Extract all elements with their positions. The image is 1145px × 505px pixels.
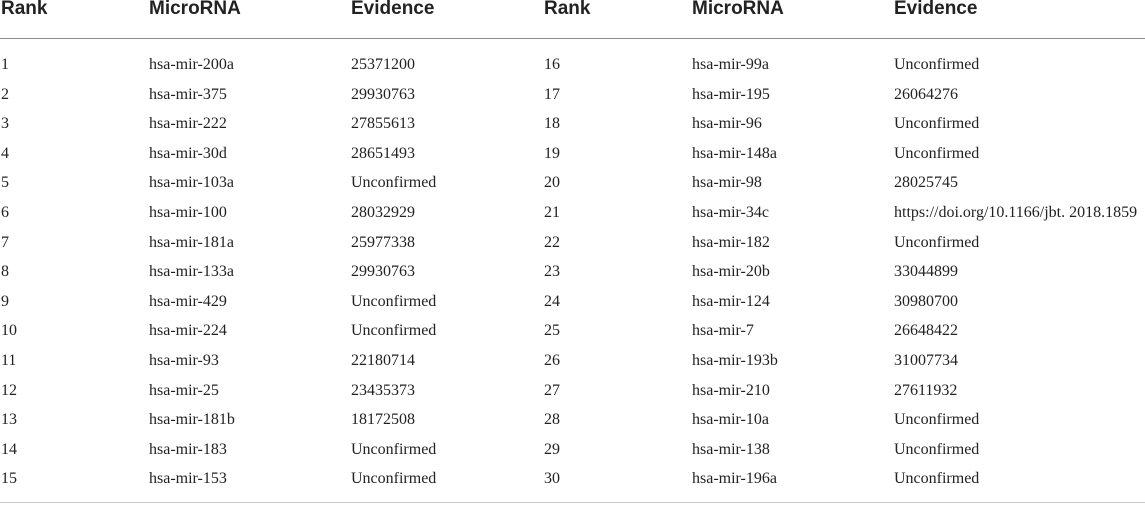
evidence-cell: Unconfirmed	[894, 411, 980, 429]
evidence-cell: 28032929	[351, 203, 415, 221]
microrna-cell: hsa-mir-148a	[692, 144, 777, 162]
evidence-cell: Unconfirmed	[894, 144, 980, 162]
evidence-cell: Unconfirmed	[351, 470, 437, 488]
table-row	[0, 80, 1145, 110]
rank-cell: 18	[544, 115, 560, 133]
rank-cell: 19	[544, 144, 560, 162]
microrna-cell: hsa-mir-181a	[149, 233, 234, 251]
microrna-cell: hsa-mir-30d	[149, 144, 227, 162]
evidence-cell: 29930763	[351, 85, 415, 103]
microrna-cell: hsa-mir-138	[692, 440, 770, 458]
table-row	[0, 198, 1145, 228]
table-row	[0, 316, 1145, 346]
table-row	[0, 464, 1145, 494]
rank-cell: 29	[544, 440, 560, 458]
table-row	[0, 228, 1145, 258]
rank-cell: 5	[1, 174, 9, 192]
table-row	[0, 435, 1145, 465]
microrna-cell: hsa-mir-93	[149, 351, 219, 369]
rank-cell: 28	[544, 411, 560, 429]
header-microrna-right: MicroRNA	[692, 0, 784, 19]
evidence-cell: Unconfirmed	[351, 292, 437, 310]
microrna-cell: hsa-mir-103a	[149, 174, 234, 192]
rank-cell: 24	[544, 292, 560, 310]
microrna-cell: hsa-mir-124	[692, 292, 770, 310]
table-row	[0, 405, 1145, 435]
table-body	[0, 50, 1145, 494]
evidence-cell: 25371200	[351, 56, 415, 73]
rank-cell: 4	[1, 144, 9, 162]
evidence-cell: Unconfirmed	[894, 470, 980, 488]
evidence-cell: 28651493	[351, 144, 415, 162]
table-row	[0, 139, 1145, 169]
microrna-cell: hsa-mir-224	[149, 322, 227, 340]
rank-cell: 1	[1, 56, 9, 73]
microrna-cell: hsa-mir-181b	[149, 411, 235, 429]
rank-cell: 16	[544, 56, 560, 73]
header-evidence-right: Evidence	[894, 0, 978, 19]
header-microrna-left: MicroRNA	[149, 0, 241, 19]
microrna-cell: hsa-mir-100	[149, 203, 227, 221]
rank-cell: 20	[544, 174, 560, 192]
evidence-cell: https://doi.org/10.1166/jbt. 2018.1859	[894, 203, 1138, 221]
microrna-cell: hsa-mir-210	[692, 381, 770, 399]
header-evidence-left: Evidence	[351, 0, 435, 19]
microrna-cell: hsa-mir-99a	[692, 56, 769, 73]
evidence-cell: Unconfirmed	[894, 233, 980, 251]
rank-cell: 11	[1, 351, 17, 369]
rank-cell: 10	[1, 322, 17, 340]
evidence-cell: 26064276	[894, 85, 958, 103]
rank-cell: 14	[1, 440, 17, 458]
table-row	[0, 50, 1145, 80]
evidence-cell: 29930763	[351, 263, 415, 281]
rank-cell: 2	[1, 85, 9, 103]
rank-cell: 27	[544, 381, 560, 399]
evidence-cell: 18172508	[351, 411, 415, 429]
table-row	[0, 257, 1145, 287]
microrna-cell: hsa-mir-200a	[149, 56, 234, 73]
evidence-cell: 26648422	[894, 322, 958, 340]
microrna-cell: hsa-mir-195	[692, 85, 770, 103]
evidence-cell: Unconfirmed	[351, 440, 437, 458]
microrna-cell: hsa-mir-98	[692, 174, 762, 192]
evidence-cell: Unconfirmed	[894, 56, 980, 73]
table-row	[0, 376, 1145, 406]
table-row	[0, 287, 1145, 317]
evidence-cell: Unconfirmed	[894, 115, 980, 133]
evidence-cell: 25977338	[351, 233, 415, 251]
table-row	[0, 346, 1145, 376]
rank-cell: 26	[544, 351, 560, 369]
rank-cell: 12	[1, 381, 17, 399]
rank-cell: 13	[1, 411, 17, 429]
rank-cell: 17	[544, 85, 560, 103]
table-bottom-rule	[0, 502, 1145, 503]
rank-cell: 7	[1, 233, 9, 251]
evidence-cell: 22180714	[351, 351, 415, 369]
rank-cell: 21	[544, 203, 560, 221]
microrna-cell: hsa-mir-222	[149, 115, 227, 133]
evidence-cell: 33044899	[894, 263, 958, 281]
table-header	[0, 0, 1145, 39]
microrna-cell: hsa-mir-193b	[692, 351, 778, 369]
table-row	[0, 168, 1145, 198]
rank-cell: 9	[1, 292, 9, 310]
rank-cell: 25	[544, 322, 560, 340]
rank-cell: 6	[1, 203, 9, 221]
evidence-cell: 31007734	[894, 351, 958, 369]
evidence-cell: Unconfirmed	[351, 322, 437, 340]
rank-cell: 15	[1, 470, 17, 488]
microrna-cell: hsa-mir-182	[692, 233, 770, 251]
evidence-cell: 27611932	[894, 381, 958, 399]
microrna-cell: hsa-mir-7	[692, 322, 754, 340]
table-row	[0, 109, 1145, 139]
microrna-cell: hsa-mir-96	[692, 115, 762, 133]
evidence-cell: 28025745	[894, 174, 958, 192]
microrna-cell: hsa-mir-183	[149, 440, 227, 458]
rank-cell: 30	[544, 470, 560, 488]
microrna-cell: hsa-mir-20b	[692, 263, 770, 281]
microrna-cell: hsa-mir-25	[149, 381, 219, 399]
microrna-cell: hsa-mir-196a	[692, 470, 777, 488]
microrna-cell: hsa-mir-153	[149, 470, 227, 488]
rank-cell: 23	[544, 263, 560, 281]
evidence-cell: 27855613	[351, 115, 415, 133]
evidence-cell: 23435373	[351, 381, 415, 399]
rank-cell: 8	[1, 263, 9, 281]
microrna-cell: hsa-mir-375	[149, 85, 227, 103]
header-rank-left: Rank	[1, 0, 48, 19]
header-rank-right: Rank	[544, 0, 591, 19]
microrna-cell: hsa-mir-429	[149, 292, 227, 310]
rank-cell: 3	[1, 115, 9, 133]
evidence-cell: Unconfirmed	[351, 174, 437, 192]
microrna-cell: hsa-mir-34c	[692, 203, 769, 221]
rank-cell: 22	[544, 233, 560, 251]
microrna-cell: hsa-mir-133a	[149, 263, 234, 281]
evidence-cell: 30980700	[894, 292, 958, 310]
microrna-cell: hsa-mir-10a	[692, 411, 769, 429]
evidence-cell: Unconfirmed	[894, 440, 980, 458]
